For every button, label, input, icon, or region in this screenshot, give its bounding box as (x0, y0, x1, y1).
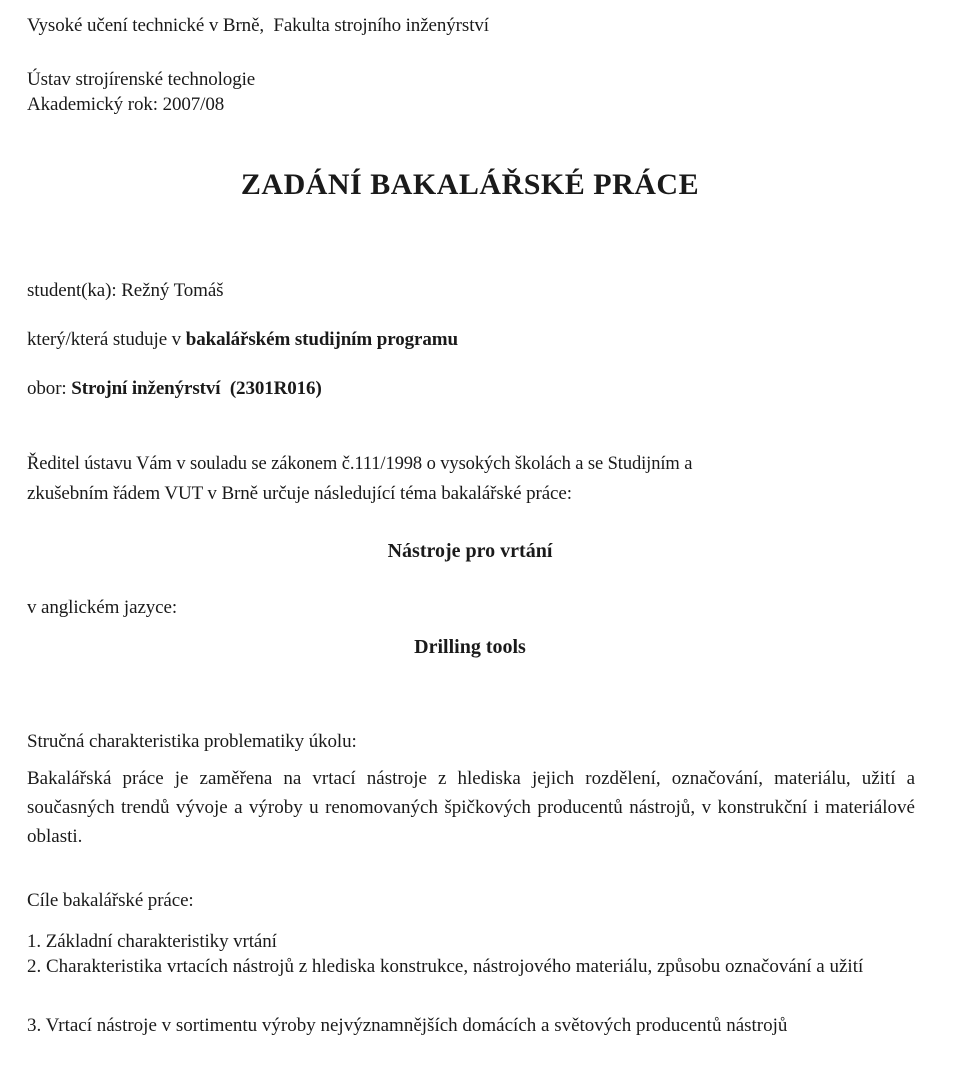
academic-year: Akademický rok: 2007/08 (27, 94, 225, 115)
field-code: (2301R016) (229, 378, 322, 399)
topic-english: Drilling tools (414, 636, 526, 658)
document-title: ZADÁNÍ BAKALÁŘSKÉ PRÁCE (240, 168, 700, 201)
intro-line-1: Ředitel ústavu Vám v souladu se zákonem č.111/1998 o vysokých školách a se Studijním a (27, 454, 693, 474)
characteristics-heading: Stručná charakteristika problematiky úkolu: (27, 731, 357, 752)
field-label: obor: (27, 378, 67, 399)
program-line (27, 328, 458, 352)
institute-name: Ústav strojírenské technologie (27, 69, 256, 90)
student-line (27, 279, 223, 303)
program-name: bakalářském studijním programu (185, 329, 458, 350)
program-prefix: který/která studuje v (27, 329, 182, 350)
field-line (27, 377, 322, 401)
goal-item-1: 1. Základní charakteristiky vrtání (27, 931, 277, 952)
university-name: Vysoké učení technické v Brně, (27, 15, 265, 36)
intro-line-2: zkušebním řádem VUT v Brně určuje následující téma bakalářské práce: (27, 483, 572, 504)
goal-item-3: 3. Vrtací nástroje v sortimentu výroby nejvýznamnějších domácích a světových producentů nástrojů (27, 1015, 788, 1036)
topic-czech: Nástroje pro vrtání (387, 540, 553, 562)
student-label: student(ka): (27, 280, 117, 301)
field-name: Strojní inženýrství (71, 378, 221, 399)
faculty-name: Fakulta strojního inženýrství (273, 15, 489, 36)
characteristics-text: Bakalářská práce je zaměřena na vrtací nástroje z hlediska jejich rozdělení, označování, materiálu, užití a současných trendů vývoje a výroby u renomovaných špičkových producentů nástrojů, v konstrukční i materiálové oblasti. (27, 768, 915, 847)
header-line (27, 14, 489, 38)
student-name: Režný Tomáš (121, 280, 224, 301)
goal-item-2: 2. Charakteristika vrtacích nástrojů z hlediska konstrukce, nástrojového materiálu, způsobu označování a užití (27, 956, 864, 977)
goals-heading: Cíle bakalářské práce: (27, 890, 194, 911)
english-label: v anglickém jazyce: (27, 597, 178, 618)
